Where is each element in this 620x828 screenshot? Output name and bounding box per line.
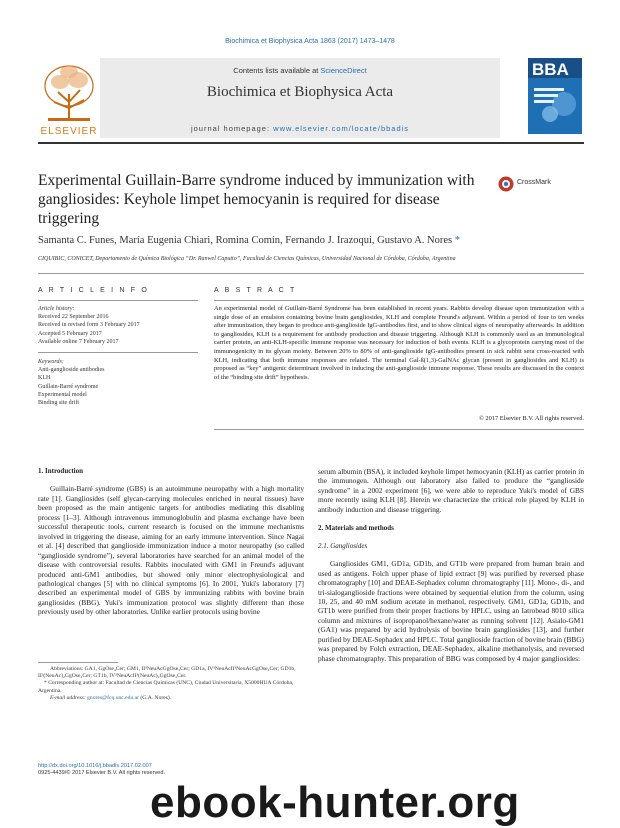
journal-cover-image (528, 58, 582, 134)
history-item: Received in revised form 3 February 2017 (38, 322, 140, 329)
sciencedirect-link[interactable]: ScienceDirect (320, 66, 367, 75)
body-column-right (318, 467, 584, 663)
abstract-rule (214, 300, 584, 301)
keywords-label: Keywords: (38, 359, 64, 365)
publisher-logo-text: ELSEVIER (40, 126, 98, 137)
journal-title: Biochimica et Biophysica Acta (206, 84, 394, 100)
introduction-heading: 1. Introduction (38, 467, 83, 475)
history-item: Accepted 5 February 2017 (38, 330, 102, 337)
abstract-heading: A B S T R A C T (214, 287, 297, 294)
keyword-item: Guillain-Barré syndrome (38, 383, 99, 390)
keywords-rule (38, 352, 198, 353)
history-label: Article history: (38, 306, 75, 312)
doi-link[interactable]: http://dx.doi.org/10.1016/j.bbadis.2017.02.007 (38, 763, 152, 769)
homepage-link[interactable]: www.elsevier.com/locate/bbadis (273, 124, 410, 133)
keyword-item: Binding site drift (38, 400, 79, 407)
email-label: E-mail address: (50, 694, 88, 701)
introduction-paragraph: Guillain-Barré syndrome (GBS) is an autoimmune neuropathy with a high mortality rate [1]. Gangliosides (self glycan-carrying molecules enriched in neural tissues) have been proposed as the main antigenic targets for antibodies mediating this disabling process [1–3]. Although intravenous immunoglobulin and plasma exchange have been successful therapeutic tools, current research is focused on the immune mechanisms involved in triggering the disease, aiming for an early immune intervention. Since Nagai et al. [4] described that ganglioside immunization induce a motor neuropathy (so called “ganglioside syndrome”), several laboratories have searched for an animal model of the disease with controversial results. Rabbits inoculated with GM1 in Freund's adjuvant produced anti-GM1 antibodies, but showed only minor electrophysiological and pathological changes [5] with no clinical symptoms [6]. In 2001, Yuki's laboratory [7] described an experimental model of GBS by immunizing rabbits with bovine brain gangliosides (BBG). Yuki's immunization protocol was slightly different than those previously used by other laboratories. Unlike earlier protocols using bovine (38, 484, 304, 617)
contents-prefix: Contents lists available at (233, 66, 321, 75)
homepage-prefix: journal homepage: (190, 124, 274, 133)
issn-line: 0925-4439/© 2017 Elsevier B.V. All rights reserved. (38, 770, 166, 777)
abbreviations-note: Abbreviations: GA1, GgOse₄Cer; GM1, II³NeuAcGgOse₄Cer; GD1a, IV³NeuAcII³NeuAcGgOse₄Cer; GD1b, II³(NeuAc)₂GgOse₄Cer; GT1b, IV³NeuAcII³(NeuAc)₂GgOse₄Cer. (38, 666, 296, 680)
abstract-text: An experimental model of Guillain-Barré Syndrome has been established in recent years. Rabbits develop disease upon immunization with a single dose of an emulsion containing bovine brain gangliosides, KLH and complete Freund's adjuvant. Within a period of four to ten weeks after immunization, they began to produce anti-ganglioside IgG-antibodies first, and to show clinical signs of neuropathy afterwards. In addition to gangliosides, KLH is a requirement for antibody production and disease triggering. Although KLH is commonly used as an immunological carrier protein, an anti-KLH-specific immune response was necessary for induction of both events. KLH is a glycoprotein carrying most of the immunogenicity in its glycan moiety. Between 20% to 80% of anti-ganglioside IgG-antibodies present in sick rabbit sera cross-reacted with KLH, indicating that both immune responses are related. The terminal Gal-ß(1,3)-GalNAc glycan (present in gangliosides and KLH) is proposed as “key” antigenic determinant involved in inducing the anti-ganglioside immune response. These results are discussed in the context of the “binding site drift” hypothesis. (214, 305, 584, 381)
keyword-item: KLH (38, 375, 51, 382)
article-history (38, 305, 198, 346)
footnotes (38, 666, 304, 702)
body-column-left (38, 467, 304, 617)
email-link[interactable]: gnores@fcq.unc.edu.ar (87, 694, 139, 701)
crossmark-icon (498, 176, 514, 192)
footnote-rule (38, 662, 118, 663)
keywords-list (38, 358, 198, 407)
contents-line (100, 66, 500, 75)
keyword-item: Anti-ganglioside antibodies (38, 367, 105, 374)
corresponding-author-note: * Corresponding author at: Facultad de Ciencias Químicas (UNC), Ciudad Universitaria, X5000HUA Córdoba, Argentina. (38, 680, 294, 694)
journal-reference[interactable]: Biochimica et Biophysica Acta 1863 (2017) 1473–1478 (225, 38, 395, 45)
affiliation-rule (38, 273, 584, 274)
introduction-paragraph-continued: serum albumin (BSA), it included keyhole limpet hemocyanin (KLH) as carrier protein in the immunogen. Although our laboratory also failed to produce the “ganglioside syndrome” in a 2002 experiment [6], we were able to reproduce Yuki's model of GBS more recently using KLH [8]. Herein we characterize the critical role played by KLH in antibody induction and disease triggering. (318, 467, 584, 514)
cover-text: BBA (532, 60, 569, 79)
history-item: Received 22 September 2016 (38, 314, 109, 321)
affiliation: CIQUIBIC, CONICET, Departamento de Química Biológica “Dr. Ranwel Caputto”, Facultad de Ciencias Químicas, Universidad Nacional de Córdoba, Córdoba, Argentina (38, 256, 456, 262)
gangliosides-subheading: 2.1. Gangliosides (318, 541, 368, 550)
methods-heading: 2. Materials and methods (318, 524, 394, 533)
doi-block (38, 763, 304, 778)
history-item: Available online 7 February 2017 (38, 338, 119, 345)
corresponding-author-mark[interactable]: * (452, 235, 460, 246)
gangliosides-paragraph: Gangliosides GM1, GD1a, GD1b, and GT1b were prepared from human brain and used as antigens. Folch upper phase of lipid extract [9] was purified by reversed phase chromatography [10] and DEAE-Sephadex column chromatography [11]. Mono-, di-, and tri-sialoganglioside fractions were obtained by sequential elution from the column, using 10, 25, and 40 mM sodium acetate in methanol, respectively. GM1, GD1a, GD1b, and GT1b were purified from their proper fractions by HPLC, using an Iatrobead 8010 silica column and mixtures of isopropanol/hexane/water as running solvent [12]. Asialo-GM1 (GA1) was prepared by acid hydrolysis of bovine brain gangliosides [13], and further purified by DEAE-Sephadex and HPLC. Total ganglioside fraction of bovine brain (BBG) was prepared by Folch extraction, DEAE-Sephadex, alkaline methanolysis, and reversed phase chromatography. This preparation of BBG was composed by 4 major gangliosides: (318, 559, 584, 663)
crossmark-label: CrossMark (517, 179, 551, 186)
journal-homepage (100, 124, 500, 133)
article-info-heading: A R T I C L E I N F O (38, 287, 150, 294)
header-rule (38, 142, 584, 144)
keyword-item: Experimental model (38, 391, 87, 398)
abstract-bottom-rule (214, 429, 584, 430)
email-suffix: (G.A. Nores). (139, 694, 172, 701)
authors-text: Samanta C. Funes, María Eugenia Chiari, Romina Comín, Fernando J. Irazoqui, Gustavo A. Nores (38, 235, 453, 246)
crossmark-badge[interactable] (498, 176, 578, 192)
watermark-text: ebook-hunter.org (150, 778, 520, 827)
author-list (38, 235, 584, 246)
abstract-copyright: © 2017 Elsevier B.V. All rights reserved. (478, 415, 584, 422)
article-title: Experimental Guillain-Barre syndrome induced by immunization with gangliosides: Keyhole limpet hemocyanin is required for disease triggering (38, 172, 475, 227)
article-info-rule (38, 300, 198, 301)
email-note (38, 695, 304, 702)
